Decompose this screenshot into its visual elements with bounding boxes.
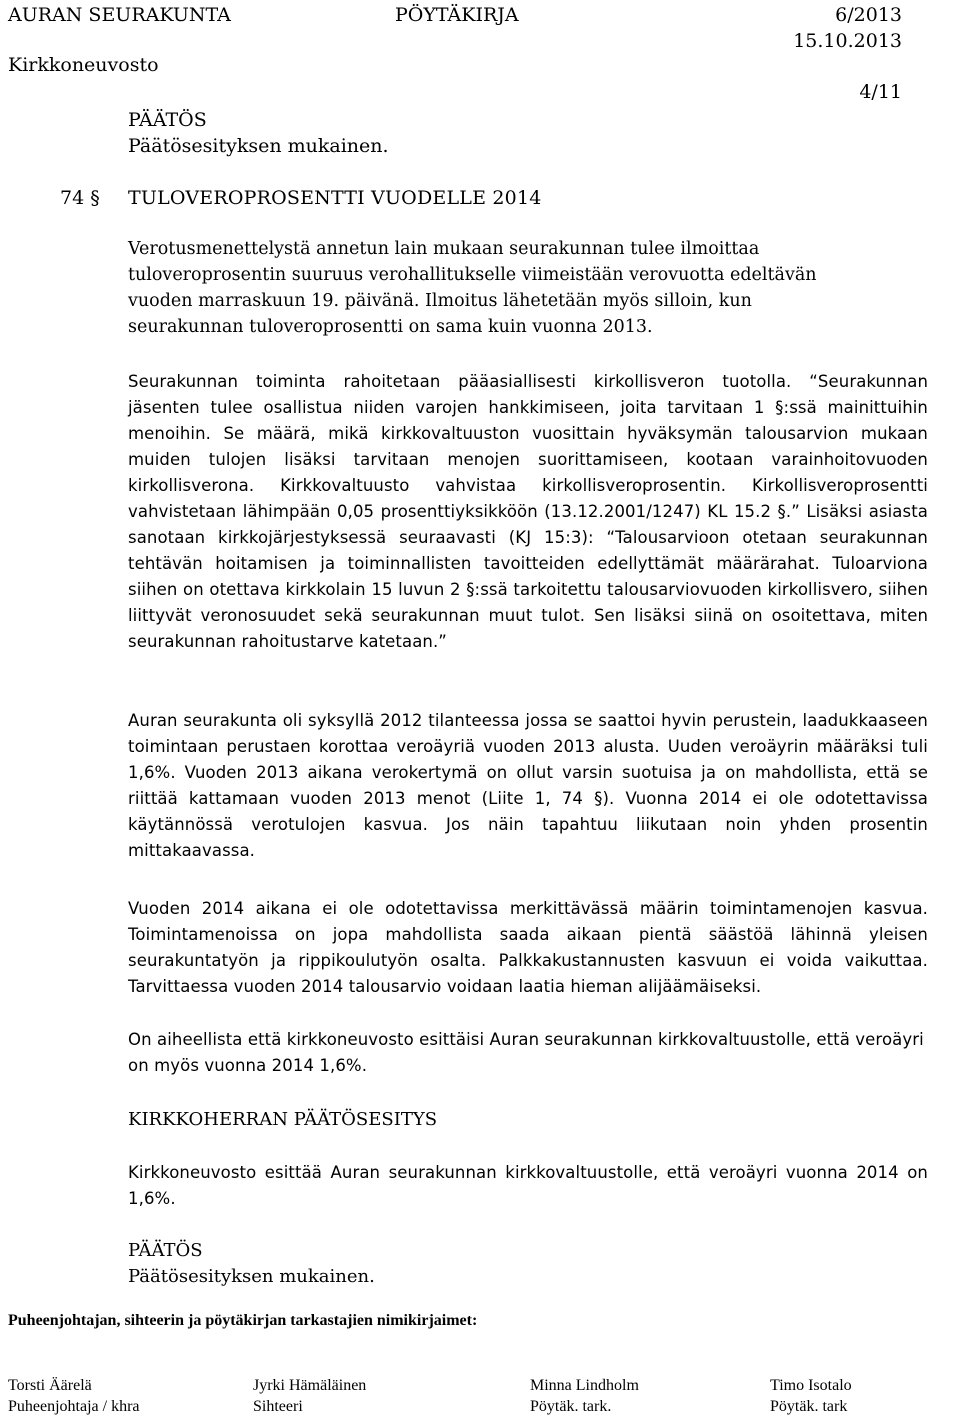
paragraph-2: Seurakunnan toiminta rahoitetaan pääasiallisesti kirkollisveron tuotolla. “Seurakunnan jäsenten tulee osallistua niiden varojen hankkimiseen, joita tarvitaan 1 §:ssä mainittuihin menoihin. Se määrä, mikä kirkkovaltuuston vuosittain hyväksymän talousarvion mukaan muiden tulojen lisäksi tarvitaan menojen suorittamiseen, kootaan varainhoitovuoden kirkollisverona. Kirkkovaltuusto vahvistaa kirkollisveroprosentin. Kirkollisveroprosentti vahvistetaan lähimpään 0,05 prosenttiyksikköön (13.12.2001/1247) KL 15.2 §.” Lisäksi asiasta sanotaan kirkkojärjestyksessä seuraavasti (KJ 15:3): “Talousarvioon otetaan seurakunnan tehtävän hoitamisen ja toiminnallisten tavoitteiden edellyttämät määrärahat. Tuloarviona siihen on otettava kirkkolain 15 luvun 2 §:ssä tarkoitettu talousarviovuoden kirkollisvero, siihen liittyvät veronosuudet sekä seurakunnan muut tulot. Sen lisäksi siinä on osoitettava, miten seurakunnan rahoitustarve katetaan.” — [128, 372, 928, 651]
signer-role: Puheenjohtaja / khra — [8, 1398, 140, 1415]
signatures-heading: Puheenjohtajan, sihteerin ja pöytäkirjan tarkastajien nimikirjaimet: — [8, 1312, 478, 1329]
decision-text: Päätösesityksen mukainen. — [128, 1266, 375, 1287]
signer-name: Timo Isotalo — [770, 1377, 852, 1394]
paragraph-4: Vuoden 2014 aikana ei ole odotettavissa merkittävässä määrin toimintamenojen kasvua. Toimintamenoissa on jopa mahdollista saada aikaan pientä säästöä lähinnä yleisen seurakuntatyön ja rippikoulutyön osalta. Palkkakustannusten kasvuun ei voida vaikuttaa. Tarvittaessa vuoden 2014 talousarvio voidaan laatia hieman alijäämäiseksi. — [128, 899, 928, 996]
decision-heading: PÄÄTÖS — [128, 1240, 203, 1261]
meeting-body: Kirkkoneuvosto — [8, 54, 159, 76]
meeting-number: 6/2013 — [835, 4, 902, 26]
document-type: PÖYTÄKIRJA — [395, 4, 519, 26]
signer-name: Minna Lindholm — [530, 1377, 639, 1394]
page-number: 4/11 — [859, 81, 902, 103]
organization-name: AURAN SEURAKUNTA — [8, 4, 231, 26]
proposal-text: Kirkkoneuvosto esittää Auran seurakunnan kirkkovaltuustolle, että veroäyri vuonna 2014 on 1,6%. — [128, 1163, 928, 1208]
signer-role: Pöytäk. tark — [770, 1398, 848, 1415]
signer-role: Pöytäk. tark. — [530, 1398, 612, 1415]
signer-name: Jyrki Hämäläinen — [253, 1377, 367, 1394]
signer-name: Torsti Äärelä — [8, 1377, 92, 1394]
proposal-heading: KIRKKOHERRAN PÄÄTÖSESITYS — [128, 1109, 438, 1130]
section-title: TULOVEROPROSENTTI VUODELLE 2014 — [128, 187, 542, 209]
meeting-date: 15.10.2013 — [793, 30, 902, 52]
signer-role: Sihteeri — [253, 1398, 303, 1415]
prev-decision-text: Päätösesityksen mukainen. — [128, 135, 389, 157]
section-number: 74 § — [60, 187, 100, 209]
paragraph-3: Auran seurakunta oli syksyllä 2012 tilanteessa jossa se saattoi hyvin perustein, laadukkaaseen toimintaan perustaen korottaa veroäyriä vuoden 2013 alusta. Uuden veroäyrin määräksi tuli 1,6%. Vuoden 2013 aikana verokertymä on ollut varsin suotuisa ja on mahdollista, että se riittää kattamaan vuoden 2013 menot (Liite 1, 74 §). Vuonna 2014 ei ole odotettavissa käytännössä verotulojen kasvua. Jos näin tapahtuu liikutaan noin yhden prosentin mittakaavassa. — [128, 711, 928, 860]
paragraph-5: On aiheellista että kirkkoneuvosto esittäisi Auran seurakunnan kirkkovaltuustolle, että veroäyri on myös vuonna 2014 1,6%. — [128, 1030, 924, 1075]
prev-decision-heading: PÄÄTÖS — [128, 109, 207, 131]
paragraph-1: Verotusmenettelystä annetun lain mukaan seurakunnan tulee ilmoittaa tuloveroprosentin suuruus verohallitukselle viimeistään verovuotta edeltävän vuoden marraskuun 19. päivänä. Ilmoitus lähetetään myös silloin, kun seurakunnan tuloveroprosentti on sama kuin vuonna 2013. — [128, 239, 817, 337]
